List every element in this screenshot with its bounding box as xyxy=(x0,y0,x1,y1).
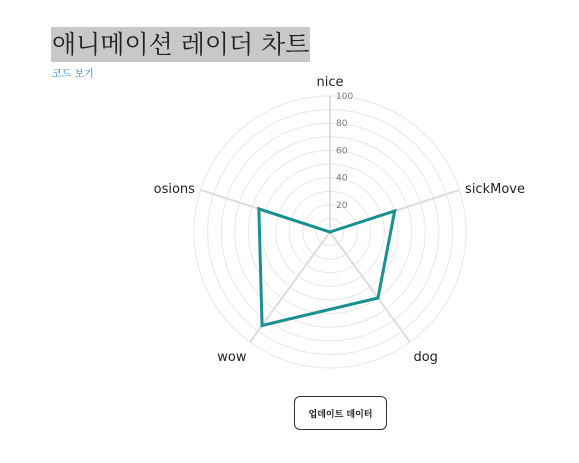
axis-line-dog xyxy=(330,232,410,342)
axis-label-wow: wow xyxy=(217,349,247,365)
page-title: 애니메이션 레이더 차트 xyxy=(51,27,310,62)
tick-label: 80 xyxy=(336,119,348,130)
radar-axes xyxy=(201,96,460,342)
data-point-dog xyxy=(376,297,379,300)
data-point-wow xyxy=(261,324,264,327)
tick-label: 60 xyxy=(336,146,348,157)
axis-label-sickmove: sickMove xyxy=(465,182,525,198)
tick-label: 40 xyxy=(336,173,348,184)
view-code-link[interactable]: 코드 보기 xyxy=(52,69,94,80)
tick-label: 20 xyxy=(336,200,348,211)
data-point-osions xyxy=(257,207,260,210)
update-data-button[interactable]: 업데이트 데이터 xyxy=(294,396,387,430)
series-polygon xyxy=(259,209,395,326)
data-point-nice xyxy=(329,231,332,234)
axis-label-dog: dog xyxy=(413,349,438,365)
radar-series xyxy=(257,207,396,327)
axis-label-nice: nice xyxy=(316,75,344,90)
data-point-sickmove xyxy=(393,209,396,212)
tick-label: 100 xyxy=(336,92,354,102)
axis-label-osions: osions xyxy=(153,182,195,198)
